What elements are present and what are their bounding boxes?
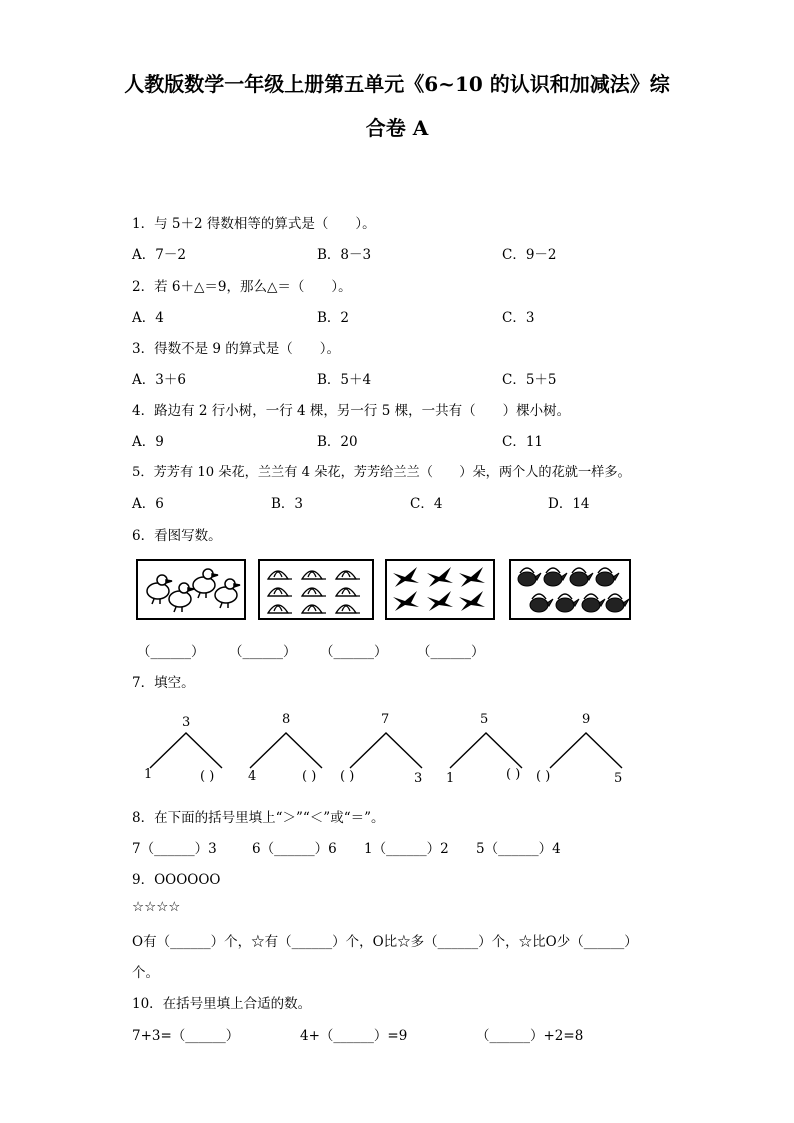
bond-3-left-blank[interactable]: ( ) [340, 769, 355, 784]
question-3-stem: 3．得数不是 9 的算式是（ ）。 [132, 341, 341, 357]
bond-1-left: 1 [144, 767, 153, 782]
q9-fill-line[interactable]: O有（______）个，☆有（______）个，O比☆多（______）个，☆比O少（______） [132, 934, 638, 950]
q8-compare-2[interactable]: 6（______）6 [252, 841, 337, 857]
q10-equation-1[interactable]: 7+3=（______） [132, 1028, 240, 1044]
page-title: 人教版数学一年级上册第五单元《6~10 的认识和加减法》综 [124, 72, 670, 96]
q10-equation-2[interactable]: 4+（______）=9 [300, 1028, 408, 1044]
question-8-stem: 8．在下面的括号里填上“＞”“＜”或“＝”。 [132, 810, 385, 826]
q5-option-d[interactable]: D．14 [548, 496, 590, 512]
q3-option-a[interactable]: A．3＋6 [132, 372, 186, 388]
q8-compare-1[interactable]: 7（______）3 [132, 841, 217, 857]
bond-5-top: 9 [582, 712, 591, 727]
question-6-stem: 6．看图写数。 [132, 528, 222, 544]
kettles-picture [509, 559, 631, 620]
bond-5-right: 5 [614, 771, 623, 786]
bond-3-right: 3 [414, 771, 423, 786]
q5-option-a[interactable]: A．6 [132, 496, 164, 512]
number-bond-diagram [130, 708, 630, 788]
q4-option-c[interactable]: C．11 [502, 434, 544, 450]
bond-4-left: 1 [446, 771, 455, 786]
q4-option-b[interactable]: B．20 [317, 434, 358, 450]
q6-answer-blank-2[interactable]: （______） [229, 644, 297, 660]
bond-4-top: 5 [480, 712, 489, 727]
q1-option-a[interactable]: A．7－2 [132, 247, 186, 263]
q3-option-b[interactable]: B．5＋4 [317, 372, 372, 388]
ducks-picture [136, 559, 246, 620]
bond-1-right-blank[interactable]: ( ) [200, 769, 215, 784]
question-2-stem: 2．若 6＋△＝9，那么△＝（ ）。 [132, 279, 352, 295]
q6-answer-blank-3[interactable]: （______） [320, 644, 388, 660]
q9-stars: ☆☆☆☆ [132, 899, 181, 915]
caps-picture [258, 559, 374, 620]
question-10-stem: 10．在括号里填上合适的数。 [132, 996, 312, 1012]
q3-option-c[interactable]: C．5＋5 [502, 372, 557, 388]
q6-answer-blank-4[interactable]: （______） [417, 644, 485, 660]
q1-option-c[interactable]: C．9－2 [502, 247, 557, 263]
question-9-stem: 9．OOOOOO [132, 872, 221, 888]
q2-option-b[interactable]: B．2 [317, 310, 350, 326]
q8-compare-3[interactable]: 1（______）2 [364, 841, 449, 857]
bond-2-right-blank[interactable]: ( ) [302, 769, 317, 784]
q5-option-b[interactable]: B．3 [271, 496, 304, 512]
bond-2-left: 4 [248, 769, 257, 784]
bond-5-left-blank[interactable]: ( ) [536, 769, 551, 784]
q5-option-c[interactable]: C．4 [410, 496, 443, 512]
q4-option-a[interactable]: A．9 [132, 434, 164, 450]
q1-option-b[interactable]: B．8－3 [317, 247, 372, 263]
page-title-line2: 合卷 A [365, 116, 429, 140]
swallows-picture [385, 559, 495, 620]
bond-4-right-blank[interactable]: ( ) [506, 767, 521, 782]
bond-3-top: 7 [381, 712, 390, 727]
question-5-stem: 5．芳芳有 10 朵花，兰兰有 4 朵花，芳芳给兰兰（ ）朵，两个人的花就一样多。 [132, 465, 631, 480]
question-4-stem: 4．路边有 2 行小树，一行 4 棵，另一行 5 棵，一共有（ ）棵小树。 [132, 403, 571, 419]
question-1-stem: 1．与 5＋2 得数相等的算式是（ ）。 [132, 216, 376, 232]
q8-compare-4[interactable]: 5（______）4 [476, 841, 561, 857]
q2-option-a[interactable]: A．4 [132, 310, 164, 326]
q9-fill-tail: 个。 [132, 965, 159, 981]
q2-option-c[interactable]: C．3 [502, 310, 535, 326]
question-7-stem: 7．填空。 [132, 675, 195, 691]
q10-equation-3[interactable]: （______）+2=8 [476, 1028, 584, 1044]
bond-1-top: 3 [182, 715, 191, 730]
bond-2-top: 8 [282, 712, 291, 727]
q6-answer-blank-1[interactable]: （______） [137, 644, 205, 660]
